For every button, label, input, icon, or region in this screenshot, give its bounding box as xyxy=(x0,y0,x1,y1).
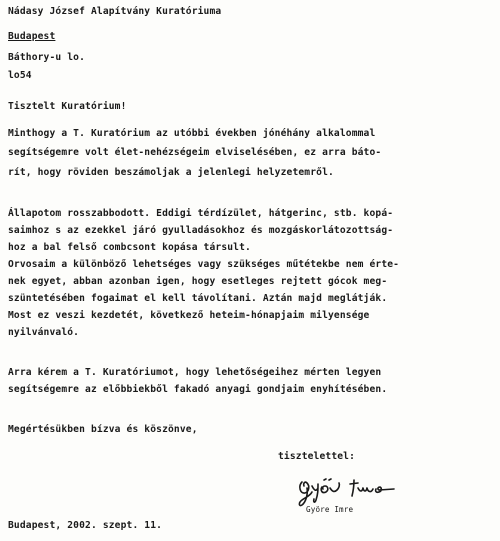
body-line: hoz a bal felső combcsont kopása társult. xyxy=(8,242,251,253)
body-line: Állapotom rosszabbodott. Eddigi térdízület, hátgerinc, stb. kopá- xyxy=(8,208,394,219)
body-line: nek egyet, abban azonban igen, hogy esetleges rejtett gócok meg- xyxy=(8,276,388,287)
body-line: Most ez veszi kezdetét, következő heteim-hónapjaim milyensége xyxy=(8,310,370,321)
body-line: szüntetésében fogaimat el kell távolítani. Aztán majd meglátják. xyxy=(8,293,388,304)
body-line: nyilvánvaló. xyxy=(8,327,80,338)
body-line: Megértésükben bízva és köszönve, xyxy=(8,424,198,435)
body-line: Orvosaim a különböző lehetséges vagy szükséges műtétekbe nem érte- xyxy=(8,259,400,270)
body-line: segítségemre az előbbiekből fakadó anyagi gondjaim enyhítésében. xyxy=(8,384,388,395)
body-line: Arra kérem a T. Kuratóriumot, hogy lehetőségeihez mérten legyen xyxy=(8,367,382,378)
handwritten-signature xyxy=(296,474,406,508)
body-line: rít, hogy röviden beszámoljak a jelenlegi helyzetemről. xyxy=(8,167,334,178)
date-line: Budapest, 2002. szept. 11. xyxy=(8,520,163,531)
organization-name: Nádasy József Alapítvány Kuratóriuma xyxy=(8,6,222,17)
closing: tisztelettel: xyxy=(278,451,356,462)
address-postcode: lo54 xyxy=(8,70,32,81)
address-city: Budapest xyxy=(8,31,56,42)
body-line: Minthogy a T. Kuratórium az utóbbi években jónéhány alkalommal xyxy=(8,128,376,139)
body-line: saimhoz s az ezekkel járó gyulladásokhoz és mozgáskorlátozottság- xyxy=(8,225,394,236)
body-line: segítségemre volt élet-nehézségeim elviselésében, ez arra báto- xyxy=(8,147,382,158)
address-street: Báthory-u lo. xyxy=(8,52,86,63)
salutation: Tisztelt Kuratórium! xyxy=(8,101,127,112)
signer-name: Györe Imre xyxy=(306,505,354,514)
